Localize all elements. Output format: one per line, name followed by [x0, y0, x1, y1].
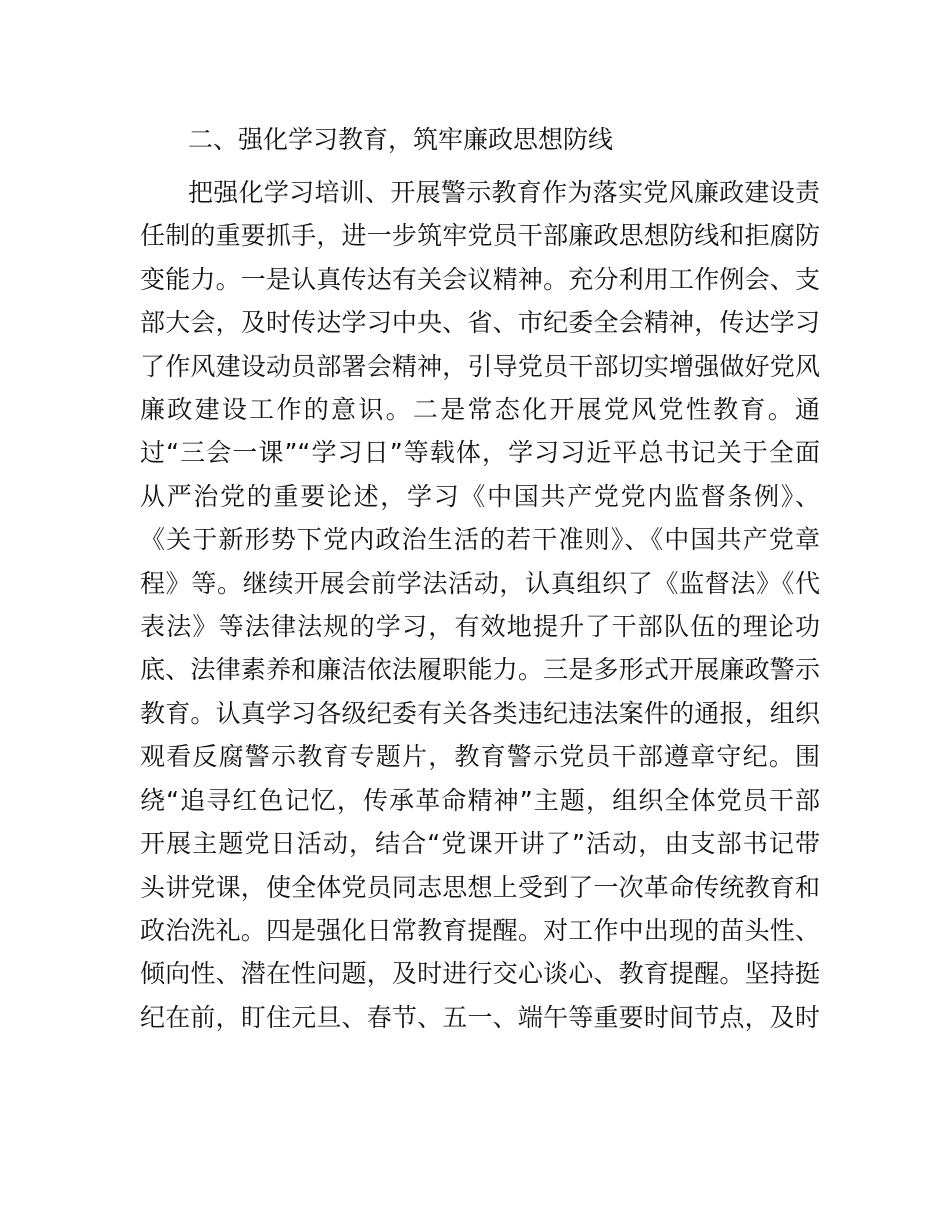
body-line: 变能力。一是认真传达有关会议精神。充分利用工作例会、支: [140, 264, 820, 294]
body-line: 过“三会一课”“学习日”等载体，学习习近平总书记关于全面: [140, 438, 820, 468]
body-line: 表法》等法律法规的学习，有效地提升了干部队伍的理论功: [140, 612, 820, 642]
body-line: 开展主题党日活动，结合“党课开讲了”活动，由支部书记带: [140, 829, 820, 859]
body-line: 把强化学习培训、开展警示教育作为落实党风廉政建设责: [188, 178, 820, 207]
body-line: 任制的重要抓手，进一步筑牢党员干部廉政思想防线和拒腐防: [140, 221, 820, 251]
body-line: 《关于新形势下党内政治生活的若干准则》、《中国共产党章: [140, 525, 820, 555]
body-line: 教育。认真学习各级纪委有关各类违纪违法案件的通报，组织: [140, 698, 820, 728]
body-line: 底、法律素养和廉洁依法履职能力。三是多形式开展廉政警示: [140, 655, 820, 685]
body-line: 了作风建设动员部署会精神，引导党员干部切实增强做好党风: [140, 351, 820, 381]
body-line: 从严治党的重要论述，学习《中国共产党党内监督条例》、: [140, 481, 820, 511]
body-line: 部大会，及时传达学习中央、省、市纪委全会精神，传达学习: [140, 308, 820, 338]
body-line: 廉政建设工作的意识。二是常态化开展党风党性教育。通: [140, 395, 820, 425]
section-body: [140, 171, 820, 1039]
body-line: 政治洗礼。四是强化日常教育提醒。对工作中出现的苗头性、: [140, 915, 820, 945]
section-heading: 二、强化学习教育，筑牢廉政思想防线: [188, 125, 614, 154]
body-line: 纪在前，盯住元旦、春节、五一、端午等重要时间节点，及时: [140, 1002, 820, 1032]
body-line: 倾向性、潜在性问题，及时进行交心谈心、教育提醒。坚持挺: [140, 959, 820, 989]
body-line: 头讲党课，使全体党员同志思想上受到了一次革命传统教育和: [140, 872, 820, 902]
body-line: 程》等。继续开展会前学法活动，认真组织了《监督法》《代: [140, 568, 820, 598]
body-line: 观看反腐警示教育专题片，教育警示党员干部遵章守纪。围: [140, 742, 820, 772]
body-line: 绕“追寻红色记忆，传承革命精神”主题，组织全体党员干部: [140, 785, 820, 815]
